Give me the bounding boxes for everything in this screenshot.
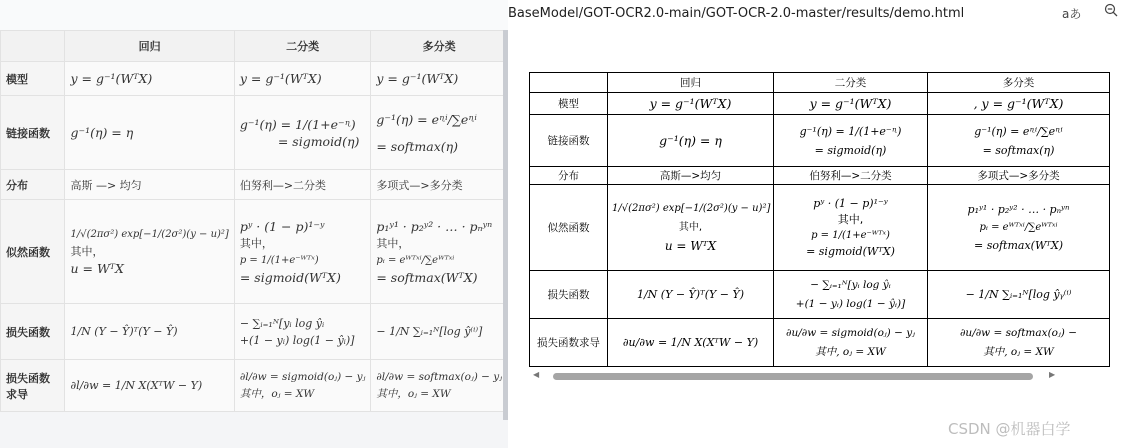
cell-model-regression: y = g⁻¹(WᵀX) <box>608 93 774 115</box>
cell-dist-multiclass: 多项式—>多分类 <box>371 170 508 200</box>
watermark: CSDN @机器白学 <box>948 420 1071 438</box>
cell-likelihood-regression <box>65 200 234 304</box>
header-multiclass: 多分类 <box>928 73 1110 93</box>
formula-line: 1/√(2πσ²) exp[−1/(2σ²)(y − u)²] <box>70 229 229 240</box>
cell-link-binary <box>234 96 371 170</box>
formula-line: − ∑ᵢ₌₁ᴺ[yᵢ log ŷᵢ <box>810 278 891 291</box>
source-image-top-strip <box>0 0 508 30</box>
row-label-link: 链接函数 <box>530 115 608 167</box>
formula-line: 其中, <box>678 222 703 233</box>
header-empty <box>1 31 65 62</box>
header-regression: 回归 <box>608 73 774 93</box>
page-content <box>529 72 1077 372</box>
formula-line: p = 1/(1+e⁻ᵂᵀˣ) <box>239 254 319 266</box>
formula-line: = softmax(WᵀX) <box>973 238 1063 252</box>
cell-deriv-multiclass <box>928 319 1110 367</box>
row-label-model: 模型 <box>1 62 65 96</box>
cell-link-multiclass <box>371 96 508 170</box>
formula-line: ∂l/∂w = sigmoid(oⱼ) − yⱼ <box>239 370 366 383</box>
cell-link-regression: g⁻¹(η) = η <box>65 96 234 170</box>
table-row <box>1 200 508 304</box>
formula-line: 其中, oⱼ = XW <box>815 345 886 358</box>
row-label-model: 模型 <box>530 93 608 115</box>
table-row <box>530 271 1110 319</box>
formula-line: − ∑ᵢ₌₁ᴺ[yᵢ log ŷᵢ <box>239 316 325 330</box>
scroll-right-arrow-icon[interactable]: ▶ <box>1049 370 1056 379</box>
row-label-loss-derivative: 损失函数求导 <box>530 319 608 367</box>
cell-loss-regression: 1/N (Y − Ŷ)ᵀ(Y − Ŷ) <box>65 304 234 360</box>
formula-line: p₁ʸ¹ · p₂ʸ² · … · pₙʸⁿ <box>967 202 1070 216</box>
cell-likelihood-regression <box>608 185 774 271</box>
cell-model-binary: y = g⁻¹(WᵀX) <box>234 62 371 96</box>
formula-line: ∂u/∂w = softmax(oⱼ) − <box>960 326 1077 339</box>
scrollbar-thumb[interactable] <box>553 373 1033 380</box>
formula-line: 其中, <box>837 212 864 226</box>
formula-line: g⁻¹(η) = 1/(1+e⁻ᶯ) <box>799 124 902 138</box>
cell-dist-binary: 伯努利—>二分类 <box>774 167 928 185</box>
formula-line: 其中， <box>239 236 273 250</box>
row-label-distribution: 分布 <box>530 167 608 185</box>
formula-line: 其中， <box>376 236 410 250</box>
cell-likelihood-binary <box>234 200 371 304</box>
header-multiclass: 多分类 <box>371 31 508 62</box>
header-empty <box>530 73 608 93</box>
formula-line: +(1 − yᵢ) log(1 − ŷᵢ)] <box>795 297 906 310</box>
formula-line: = sigmoid(η) <box>277 133 360 149</box>
cell-loss-binary <box>774 271 928 319</box>
cell-deriv-regression: ∂u/∂w = 1/N X(XᵀW − Y) <box>608 319 774 367</box>
horizontal-scrollbar[interactable] <box>529 370 1060 384</box>
table-row <box>530 319 1110 367</box>
address-bar[interactable] <box>508 0 1125 30</box>
formula-line: 其中，oⱼ = XW <box>376 387 451 400</box>
row-label-distribution: 分布 <box>1 170 65 200</box>
read-aloud-icon[interactable]: aあ <box>1062 7 1082 21</box>
table-row <box>1 96 508 170</box>
cell-dist-regression: 高斯—>均匀 <box>608 167 774 185</box>
cell-loss-regression: 1/N (Y − Ŷ)ᵀ(Y − Ŷ) <box>608 271 774 319</box>
formula-line: u = WᵀX <box>70 261 124 276</box>
table-row <box>530 167 1110 185</box>
formula-line: = softmax(WᵀX) <box>376 269 478 285</box>
row-label-link: 链接函数 <box>1 96 65 170</box>
cell-likelihood-multiclass <box>928 185 1110 271</box>
table-row <box>530 93 1110 115</box>
row-label-loss-derivative: 损失函数求导 <box>1 360 65 412</box>
formula-line: = sigmoid(WᵀX) <box>239 269 341 285</box>
cell-model-binary: y = g⁻¹(WᵀX) <box>774 93 928 115</box>
formula-line: pᵢ = eᵂᵀˣⁱ/∑eᵂᵀˣⁱ <box>979 221 1058 233</box>
cell-loss-binary <box>234 304 371 360</box>
formula-line: g⁻¹(η) = eᶯⁱ/∑eᶯⁱ <box>974 124 1063 138</box>
formula-line: = softmax(η) <box>376 138 458 154</box>
formula-line: = softmax(η) <box>982 143 1055 157</box>
formula-line: ∂l/∂w = softmax(oⱼ) − yⱼ <box>376 370 502 383</box>
cell-dist-multiclass: 多项式—>多分类 <box>928 167 1110 185</box>
table-row <box>1 62 508 96</box>
row-label-likelihood: 似然函数 <box>1 200 65 304</box>
formula-line: p₁ʸ¹ · p₂ʸ² · … · pₙʸⁿ <box>376 218 493 234</box>
cell-likelihood-binary <box>774 185 928 271</box>
cell-model-multiclass: , y = g⁻¹(WᵀX) <box>928 93 1110 115</box>
formula-line: pᵢ = eᵂᵀˣⁱ/∑eᵂᵀˣⁱ <box>376 254 455 266</box>
formula-line: g⁻¹(η) = 1/(1+e⁻ᶯ) <box>239 116 356 132</box>
cell-link-binary <box>774 115 928 167</box>
cell-link-multiclass <box>928 115 1110 167</box>
zoom-out-icon[interactable] <box>1104 3 1118 21</box>
header-binary: 二分类 <box>774 73 928 93</box>
formula-line: u = WᵀX <box>664 239 717 253</box>
cell-dist-binary: 伯努利—>二分类 <box>234 170 371 200</box>
formula-line: pʸ · (1 − p)¹⁻ʸ <box>813 196 888 210</box>
formula-line: 其中, oⱼ = XW <box>983 345 1054 358</box>
cell-likelihood-multiclass <box>371 200 508 304</box>
table-row <box>1 304 508 360</box>
source-formula-table <box>0 30 508 412</box>
formula-line: g⁻¹(η) = eᶯⁱ/∑eᶯⁱ <box>376 111 477 127</box>
row-label-loss: 损失函数 <box>1 304 65 360</box>
formula-line: 1/√(2πσ²) exp[−1/(2σ²)(y − u)²] <box>612 203 771 214</box>
cell-loss-multiclass: − 1/N ∑ᵢ₌₁ᴺ[log ŷᵧ⁽ⁱ⁾ <box>928 271 1110 319</box>
formula-line: = sigmoid(WᵀX) <box>806 244 895 258</box>
cell-dist-regression: 高斯 —> 均匀 <box>65 170 234 200</box>
cell-deriv-multiclass <box>371 360 508 412</box>
url-text[interactable]: BaseModel/GOT-OCR2.0-main/GOT-OCR-2.0-master/results/demo.html <box>508 6 965 21</box>
browser-window <box>508 0 1125 448</box>
cell-model-multiclass: y = g⁻¹(WᵀX) <box>371 62 508 96</box>
cell-link-regression: g⁻¹(η) = η <box>608 115 774 167</box>
row-label-loss: 损失函数 <box>530 271 608 319</box>
header-regression: 回归 <box>65 31 234 62</box>
cell-deriv-binary <box>234 360 371 412</box>
formula-line: p = 1/(1+e⁻ᵂᵀˣ) <box>811 229 890 241</box>
formula-line: +(1 − yᵢ) log(1 − ŷᵢ)] <box>239 333 355 347</box>
formula-line: 其中， <box>70 245 104 258</box>
table-row <box>530 115 1110 167</box>
table-header-row <box>530 73 1110 93</box>
row-label-likelihood: 似然函数 <box>530 185 608 271</box>
table-row <box>1 360 508 412</box>
cell-deriv-regression: ∂l/∂w = 1/N X(XᵀW − Y) <box>65 360 234 412</box>
source-image-panel <box>0 0 508 448</box>
formula-line: pʸ · (1 − p)¹⁻ʸ <box>239 218 325 234</box>
formula-line: = sigmoid(η) <box>814 143 887 157</box>
table-row <box>530 185 1110 271</box>
cell-model-regression: y = g⁻¹(WᵀX) <box>65 62 234 96</box>
header-binary: 二分类 <box>234 31 371 62</box>
scroll-left-arrow-icon[interactable]: ◀ <box>533 370 540 379</box>
rendered-formula-table <box>529 72 1110 367</box>
formula-line: ∂u/∂w = sigmoid(oⱼ) − yⱼ <box>786 326 915 339</box>
table-header-row <box>1 31 508 62</box>
cell-deriv-binary <box>774 319 928 367</box>
cell-loss-multiclass: − 1/N ∑ᵢ₌₁ᴺ[log ŷ⁽ⁱ⁾] <box>371 304 508 360</box>
table-row <box>1 170 508 200</box>
formula-line: 其中，oⱼ = XW <box>239 387 315 400</box>
